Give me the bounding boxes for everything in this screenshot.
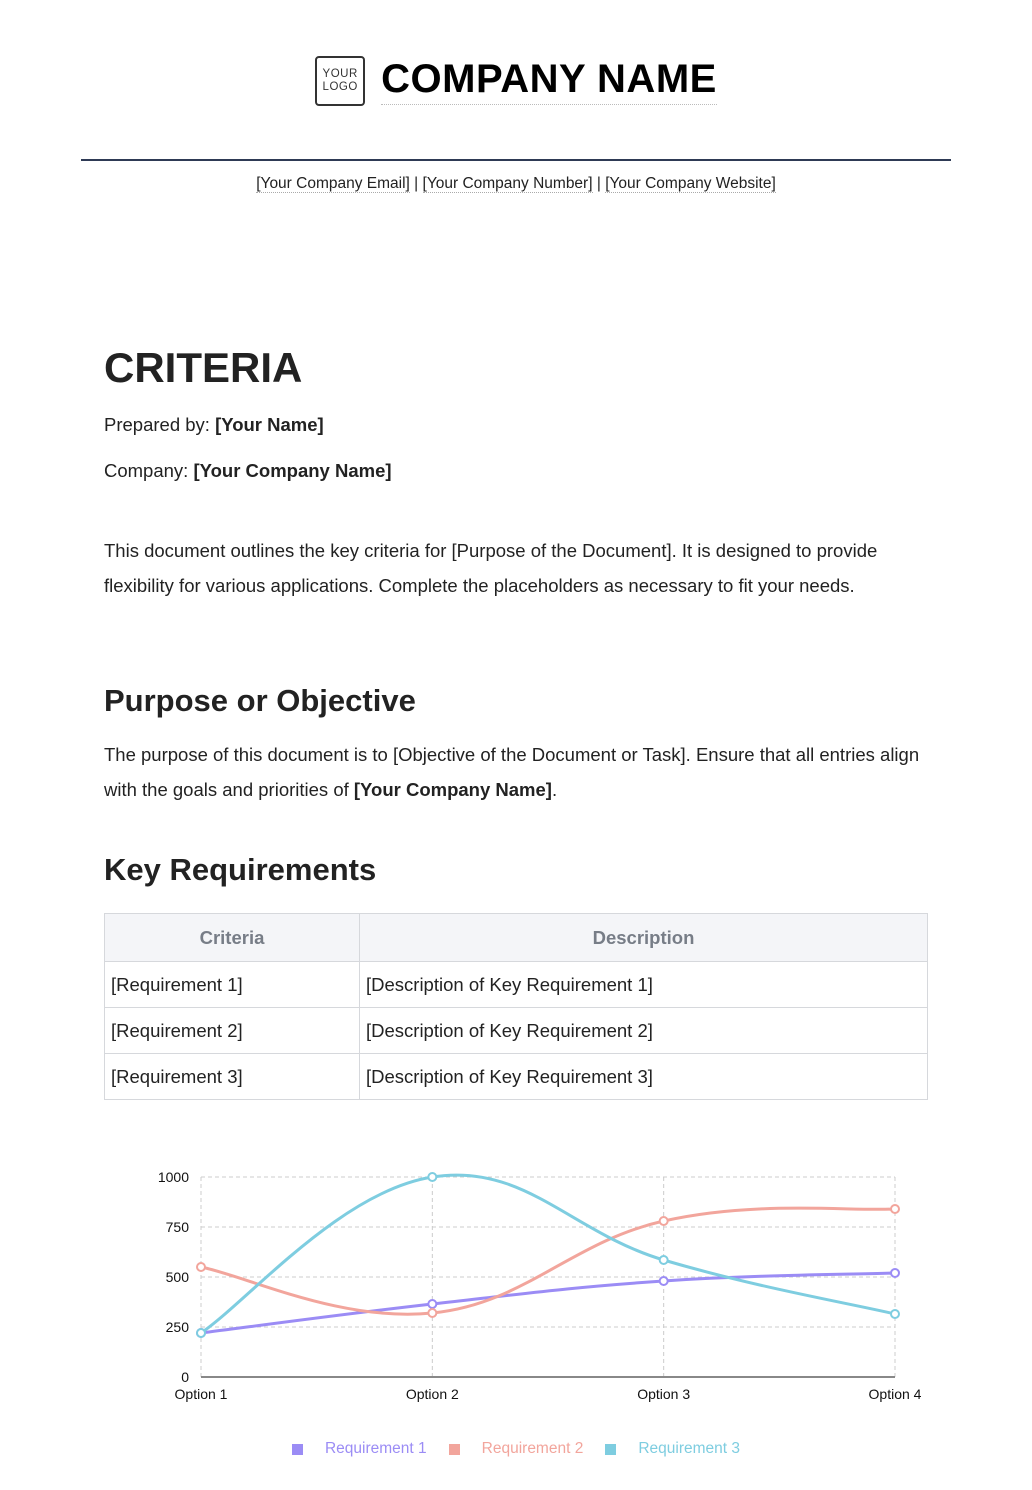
separator: | <box>596 175 601 192</box>
cell-criteria: [Requirement 1] <box>105 962 360 1008</box>
legend-item[interactable] <box>292 1440 427 1458</box>
company-number: [Your Company Number] <box>422 175 593 192</box>
requirements-heading: Key Requirements <box>104 852 377 887</box>
legend-item[interactable] <box>449 1440 584 1458</box>
svg-text:Option 4: Option 4 <box>868 1386 922 1402</box>
legend-label: Requirement 2 <box>481 1440 584 1457</box>
company-website: [Your Company Website] <box>605 175 776 192</box>
legend-swatch-icon <box>449 1444 460 1455</box>
purpose-company: [Your Company Name] <box>353 778 552 800</box>
column-header-description: Description <box>360 914 928 962</box>
legend-label: Requirement 3 <box>638 1440 740 1457</box>
purpose-heading: Purpose or Objective <box>104 683 416 718</box>
legend-label: Requirement 1 <box>324 1440 427 1457</box>
prepared-by-value: [Your Name] <box>215 414 324 435</box>
svg-text:0: 0 <box>181 1369 189 1385</box>
cell-description: [Description of Key Requirement 1] <box>360 962 928 1008</box>
legend-swatch-icon <box>292 1444 303 1455</box>
table-row <box>105 1054 928 1100</box>
intro-paragraph: This document outlines the key criteria for [Purpose of the Document]. It is designed to provide flexibility for various applications. Complete the placeholders as necessary to fit your needs. <box>104 540 878 596</box>
chart-legend <box>0 1440 1032 1458</box>
company-value: [Your Company Name] <box>193 460 392 481</box>
company-logo <box>315 56 365 106</box>
svg-text:250: 250 <box>165 1319 189 1335</box>
purpose-end: . <box>551 778 558 800</box>
cell-criteria: [Requirement 3] <box>105 1054 360 1100</box>
logo-line-2: LOGO <box>322 81 358 93</box>
svg-text:Option 1: Option 1 <box>174 1386 228 1402</box>
svg-text:750: 750 <box>165 1219 189 1235</box>
company-label: Company: <box>104 460 194 481</box>
svg-text:Option 2: Option 2 <box>405 1386 459 1402</box>
table-row <box>105 1008 928 1054</box>
requirements-table-wrap <box>104 913 928 1100</box>
page-title: CRITERIA <box>104 344 303 391</box>
cell-criteria: [Requirement 2] <box>105 1008 360 1054</box>
column-header-criteria: Criteria <box>105 914 360 962</box>
contact-line <box>0 175 1032 193</box>
prepared-by <box>104 414 928 436</box>
company-line <box>104 460 928 482</box>
legend-item[interactable] <box>605 1440 740 1458</box>
table-row <box>105 962 928 1008</box>
cell-description: [Description of Key Requirement 3] <box>360 1054 928 1100</box>
company-email: [Your Company Email] <box>256 175 410 192</box>
table-header-row <box>105 914 928 962</box>
svg-text:Option 3: Option 3 <box>637 1386 691 1402</box>
separator: | <box>414 175 419 192</box>
requirements-table <box>104 913 928 1100</box>
svg-text:500: 500 <box>165 1269 189 1285</box>
line-chart <box>0 1150 1032 1420</box>
purpose-paragraph <box>104 738 928 807</box>
logo-line-1: YOUR <box>322 68 358 80</box>
purpose-text: The purpose of this document is to [Objective of the Document or Task]. Ensure that all entries align with the goals and priorities of <box>104 744 920 800</box>
header-divider <box>81 159 951 161</box>
cell-description: [Description of Key Requirement 2] <box>360 1008 928 1054</box>
company-name: COMPANY NAME <box>381 57 717 105</box>
legend-swatch-icon <box>605 1444 616 1455</box>
svg-text:1000: 1000 <box>157 1169 189 1185</box>
prepared-by-label: Prepared by: <box>104 414 216 435</box>
header <box>0 56 1032 106</box>
